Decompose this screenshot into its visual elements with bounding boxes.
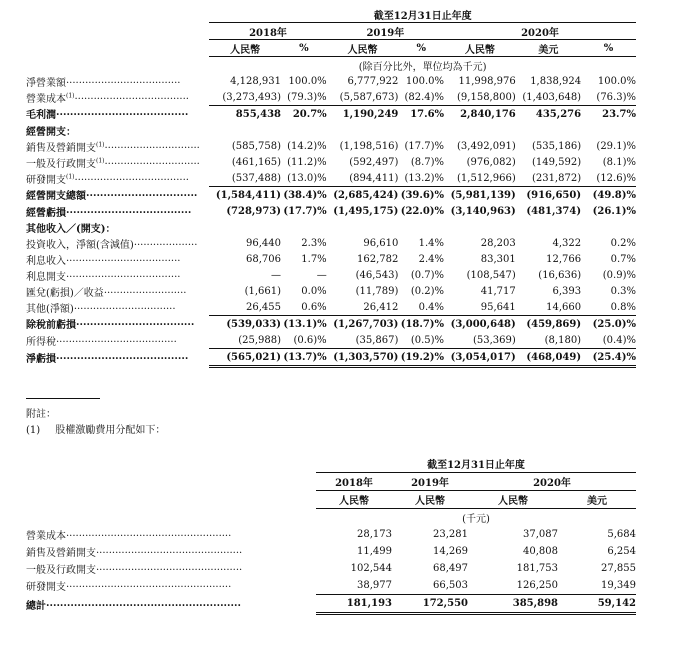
row-label xyxy=(26,154,209,170)
leader-dots: .............................................. xyxy=(96,562,243,573)
row-label-text: 利息開支 xyxy=(26,271,66,283)
table-cell: 41,717 xyxy=(480,285,516,297)
table-row xyxy=(26,235,636,251)
table-cell: (894,411) xyxy=(349,172,399,184)
table-cell: (1,403,648) xyxy=(522,91,582,103)
row-label-text: 匯兌(虧損)／收益 xyxy=(26,287,104,299)
row-label xyxy=(26,219,209,235)
table-cell: (8,180) xyxy=(544,334,582,346)
sbc-year-2018: 2018年 xyxy=(316,473,392,491)
table-row xyxy=(26,526,636,543)
table-cell: (1,512,966) xyxy=(457,172,516,184)
table-cell: — xyxy=(271,269,282,281)
table-cell: 6,777,922 xyxy=(347,75,399,87)
table-cell: (79.3)% xyxy=(287,91,327,103)
sbc-unit-row xyxy=(26,509,636,527)
table-cell: (18.7)% xyxy=(398,316,444,333)
table-cell: (1,584,411) xyxy=(209,187,281,204)
note-item-1 xyxy=(26,421,646,437)
table-cell: (728,973) xyxy=(226,205,282,217)
table-cell: (459,869) xyxy=(516,316,581,333)
row-label-text: 研發開支 xyxy=(26,582,66,594)
table-row xyxy=(26,316,636,333)
table-cell: (13.2)% xyxy=(404,172,445,184)
row-label-text: 除稅前虧損 xyxy=(26,320,76,332)
table-row xyxy=(26,154,636,170)
table-cell: 385,898 xyxy=(468,595,558,614)
table-cell: (12.6)% xyxy=(596,172,636,184)
table-cell: (585,758) xyxy=(231,140,282,152)
row-label xyxy=(26,332,209,349)
table-cell xyxy=(516,122,581,138)
col-rmb: 人民幣 xyxy=(347,44,378,56)
table-cell: — xyxy=(316,269,327,281)
period-header: 截至12月31日止年度 xyxy=(209,6,636,23)
table-cell: 6,393 xyxy=(552,285,582,297)
table-cell xyxy=(581,219,636,235)
notes-section xyxy=(26,398,646,437)
table-row xyxy=(26,267,636,283)
table-row xyxy=(26,560,636,577)
leader-dots: .................................... xyxy=(66,204,192,216)
table-row xyxy=(26,187,636,204)
row-label xyxy=(26,203,209,219)
table-cell xyxy=(281,122,327,138)
col-rmb: 人民幣 xyxy=(498,496,528,507)
table-cell: 2.3% xyxy=(301,237,327,249)
table-cell: 66,503 xyxy=(433,580,468,591)
row-label-text: 一般及行政開支 xyxy=(26,565,96,576)
sbc-period-header: 截至12月31日止年度 xyxy=(316,455,636,473)
footnote-marker: (1) xyxy=(66,173,75,181)
table-cell: (3,000,648) xyxy=(444,316,516,333)
leader-dots: .................................... xyxy=(66,74,181,86)
table-cell: (0.4)% xyxy=(602,334,636,346)
table-cell: 12,766 xyxy=(546,253,582,265)
table-cell: 27,855 xyxy=(601,563,636,574)
footnote-marker: (1) xyxy=(66,92,75,100)
table-cell: (976,082) xyxy=(466,156,516,168)
table-cell: (537,488) xyxy=(231,172,282,184)
year-2018: 2018年 xyxy=(209,23,326,40)
row-label xyxy=(26,106,209,123)
row-label-text: 營業成本 xyxy=(26,531,66,542)
table-cell: (38.4)% xyxy=(281,187,327,204)
table-cell xyxy=(581,122,636,138)
row-label-text: 毛利潤 xyxy=(26,110,56,122)
table-cell: (11.2)% xyxy=(287,156,327,168)
table-cell: (9,158,800) xyxy=(457,91,516,103)
table-cell: (1,661) xyxy=(244,285,282,297)
table-row xyxy=(26,106,636,123)
table-cell: 1,838,924 xyxy=(530,75,582,87)
leader-dots: .......................... xyxy=(103,284,187,296)
table-cell xyxy=(444,122,516,138)
table-cell: 1.7% xyxy=(301,253,327,265)
table-cell: (1,303,570) xyxy=(327,349,399,367)
table-cell: (461,165) xyxy=(231,156,282,168)
table-cell: 100.0% xyxy=(597,75,636,87)
row-label xyxy=(26,526,316,543)
table-cell: (17.7)% xyxy=(404,140,445,152)
table-cell: 28,203 xyxy=(480,237,516,249)
leader-dots: .................................... xyxy=(74,171,189,183)
leader-dots: .............................................. xyxy=(96,545,243,556)
sbc-unit-note: (千元) xyxy=(316,509,636,527)
table-cell: 0.7% xyxy=(610,253,636,265)
row-label xyxy=(26,283,209,299)
table-cell: (13.7)% xyxy=(281,349,327,367)
table-cell: 1,190,249 xyxy=(327,106,399,123)
table-cell: 172,550 xyxy=(392,595,468,614)
row-label xyxy=(26,187,209,204)
leader-dots: ........................................................ xyxy=(46,597,241,609)
row-label-text: 淨營業額 xyxy=(26,77,66,89)
table-cell: 14,660 xyxy=(546,301,582,313)
leader-dots: .................................... xyxy=(66,252,181,264)
table-cell: 162,782 xyxy=(357,253,399,265)
table-cell: (3,054,017) xyxy=(444,349,516,367)
table-cell xyxy=(327,219,399,235)
leader-dots: .................................................... xyxy=(66,579,232,591)
leader-dots: ...................................... xyxy=(56,333,177,345)
table-cell: (535,186) xyxy=(531,140,582,152)
leader-dots: .................................................... xyxy=(66,528,232,539)
col-rmb: 人民幣 xyxy=(339,496,369,507)
table-cell: 83,301 xyxy=(480,253,516,265)
table-cell: (0.7)% xyxy=(410,269,445,281)
table-cell: (108,547) xyxy=(466,269,516,281)
table-row xyxy=(26,203,636,219)
footnote-marker: (1) xyxy=(96,157,105,165)
leader-dots: ................................ xyxy=(86,188,198,200)
footnote-marker: (1) xyxy=(96,141,105,149)
table-row xyxy=(26,543,636,560)
table-cell: (1,267,703) xyxy=(327,316,399,333)
table-cell: (468,049) xyxy=(516,349,581,367)
table-cell: (0.6)% xyxy=(293,334,327,346)
table-cell: 0.3% xyxy=(610,285,636,297)
table-cell xyxy=(444,219,516,235)
unit-note-row xyxy=(26,57,636,74)
row-label-text: 研發開支 xyxy=(26,174,66,186)
leader-dots: ...................................... xyxy=(56,107,189,119)
table-cell: (11,789) xyxy=(355,285,399,297)
table-cell: (19.2)% xyxy=(398,349,444,367)
table-cell: (25,988) xyxy=(238,334,282,346)
table-cell: 0.4% xyxy=(418,301,445,313)
table-cell: (3,140,963) xyxy=(450,205,516,217)
row-label-text: 投資收入，淨額(含減值) xyxy=(26,239,134,251)
table-row xyxy=(26,595,636,614)
row-label xyxy=(26,577,316,595)
leader-dots: .............................. xyxy=(104,155,200,167)
table-cell: 5,684 xyxy=(607,529,636,540)
table-cell: 20.7% xyxy=(281,106,327,123)
leader-dots: .................................... xyxy=(66,268,181,280)
table-cell: 19,349 xyxy=(601,580,636,591)
table-cell: (0.9)% xyxy=(602,269,636,281)
table-cell: 181,193 xyxy=(316,595,392,614)
year-header-row xyxy=(26,23,636,40)
table-cell: 96,440 xyxy=(246,237,282,249)
table-cell: (22.0)% xyxy=(400,205,445,217)
year-2020: 2020年 xyxy=(444,23,636,40)
table-cell: (13.1)% xyxy=(281,316,327,333)
sbc-period-header-row xyxy=(26,455,636,473)
table-cell: 26,455 xyxy=(246,301,282,313)
table-cell: (76.3)% xyxy=(596,91,636,103)
unit-note: (除百分比外，單位均為千元) xyxy=(209,57,636,74)
table-row xyxy=(26,219,636,235)
table-cell xyxy=(398,122,444,138)
note-number: (1) xyxy=(26,425,41,436)
table-cell: (0.2)% xyxy=(410,285,445,297)
table-cell: (5,981,139) xyxy=(444,187,516,204)
table-row xyxy=(26,283,636,299)
table-row xyxy=(26,251,636,267)
period-header-row xyxy=(26,6,636,23)
row-label-text: 其他(淨額) xyxy=(26,303,74,315)
table-cell: 2.4% xyxy=(418,253,445,265)
table-cell: 2,840,176 xyxy=(444,106,516,123)
table-cell: 40,808 xyxy=(523,546,558,557)
row-label-text: 銷售及營銷開支 xyxy=(26,548,96,559)
table-row xyxy=(26,332,636,349)
table-cell: (565,021) xyxy=(209,349,281,367)
sbc-year-row xyxy=(26,473,636,491)
row-label xyxy=(26,299,209,316)
row-label-text: 總計 xyxy=(26,600,46,612)
table-cell: 37,087 xyxy=(523,529,558,540)
sbc-currency-row xyxy=(26,491,636,509)
table-cell: 11,998,976 xyxy=(458,75,516,87)
row-label-text: 淨虧損 xyxy=(26,354,56,365)
table-cell: (1,198,516) xyxy=(339,140,399,152)
table-cell: (35,867) xyxy=(355,334,399,346)
col-pct: % xyxy=(299,42,309,54)
table-cell: 28,173 xyxy=(357,529,392,540)
table-cell xyxy=(209,219,281,235)
table-cell: 855,438 xyxy=(209,106,281,123)
table-cell: 100.0% xyxy=(288,75,327,87)
row-label xyxy=(26,122,209,138)
table-cell: 68,706 xyxy=(246,253,282,265)
col-pct: % xyxy=(603,42,614,54)
table-row xyxy=(26,138,636,154)
row-label-text: 銷售及營銷開支 xyxy=(26,142,96,154)
row-label xyxy=(26,595,316,614)
table-cell: 38,977 xyxy=(357,580,392,591)
table-cell: (39.6)% xyxy=(398,187,444,204)
table-cell: (26.1)% xyxy=(592,205,636,217)
leader-dots: .................................. xyxy=(76,317,195,329)
table-cell: 126,250 xyxy=(516,580,558,591)
row-label xyxy=(26,73,209,89)
table-cell xyxy=(516,219,581,235)
table-cell: 26,412 xyxy=(363,301,399,313)
row-label xyxy=(26,170,209,187)
table-cell: 435,276 xyxy=(516,106,581,123)
table-cell: 23.7% xyxy=(581,106,636,123)
table-cell: 11,499 xyxy=(357,546,392,557)
table-cell: 17.6% xyxy=(398,106,444,123)
table-cell: (539,033) xyxy=(209,316,281,333)
leader-dots: .................................... xyxy=(74,90,189,102)
table-row xyxy=(26,299,636,316)
table-cell: (8.7)% xyxy=(410,156,445,168)
table-cell: 100.0% xyxy=(405,75,445,87)
table-cell: 0.8% xyxy=(610,301,636,313)
table-cell xyxy=(398,219,444,235)
col-rmb: 人民幣 xyxy=(415,496,445,507)
income-statement-table xyxy=(26,6,636,368)
row-label xyxy=(26,267,209,283)
table-cell: (29.1)% xyxy=(596,140,636,152)
table-row xyxy=(26,89,636,106)
row-label-text: 經營虧損 xyxy=(26,207,66,219)
row-label-text: 經營開支： xyxy=(26,126,76,138)
table-cell xyxy=(327,122,399,138)
table-row xyxy=(26,577,636,595)
table-cell: (3,273,493) xyxy=(222,91,282,103)
table-cell: 0.6% xyxy=(301,301,327,313)
row-label xyxy=(26,316,209,333)
table-cell: 59,142 xyxy=(558,595,636,614)
table-cell: (8.1)% xyxy=(602,156,636,168)
table-cell: (25.0)% xyxy=(581,316,636,333)
table-cell: (82.4)% xyxy=(404,91,445,103)
col-rmb: 人民幣 xyxy=(230,44,261,56)
table-cell: 0.2% xyxy=(610,237,636,249)
row-label-text: 經營開支總額 xyxy=(26,191,86,203)
table-cell: (13.0)% xyxy=(287,172,327,184)
row-label xyxy=(26,235,209,251)
row-label-text: 利息收入 xyxy=(26,255,66,267)
table-cell: (14.2)% xyxy=(287,140,327,152)
table-cell: (49.8)% xyxy=(581,187,636,204)
table-cell: 1.4% xyxy=(418,237,445,249)
table-cell: 14,269 xyxy=(433,546,468,557)
table-cell xyxy=(209,122,281,138)
table-cell: 102,544 xyxy=(350,563,392,574)
sbc-year-2020: 2020年 xyxy=(468,473,636,491)
col-usd: 美元 xyxy=(538,44,559,56)
col-rmb: 人民幣 xyxy=(464,44,495,56)
row-label-text: 一般及行政開支 xyxy=(26,158,96,170)
notes-title: 附註： xyxy=(26,409,56,420)
table-row xyxy=(26,73,636,89)
table-cell: (592,497) xyxy=(349,156,399,168)
share-based-compensation-table xyxy=(26,455,636,615)
table-cell: (25.4)% xyxy=(581,349,636,367)
col-pct: % xyxy=(416,42,426,54)
row-label xyxy=(26,349,209,367)
table-cell: (916,650) xyxy=(516,187,581,204)
table-cell: (231,872) xyxy=(531,172,582,184)
table-cell: 95,641 xyxy=(480,301,516,313)
table-row xyxy=(26,122,636,138)
table-row xyxy=(26,349,636,367)
table-cell: (0.5)% xyxy=(410,334,445,346)
table-cell: (46,543) xyxy=(355,269,399,281)
sbc-year-2019: 2019年 xyxy=(392,473,468,491)
year-2019: 2019年 xyxy=(327,23,444,40)
row-label xyxy=(26,560,316,577)
row-label xyxy=(26,138,209,154)
table-cell: 181,753 xyxy=(516,563,558,574)
row-label xyxy=(26,251,209,267)
leader-dots: ...................................... xyxy=(56,351,189,362)
table-cell: (149,592) xyxy=(531,156,582,168)
leader-dots: ................................ xyxy=(73,300,176,312)
currency-header-row xyxy=(26,40,636,57)
notes-divider xyxy=(26,398,100,399)
col-usd: 美元 xyxy=(587,496,607,507)
table-cell: 0.0% xyxy=(301,285,327,297)
note-text: 股權激勵費用分配如下： xyxy=(55,425,166,436)
table-cell: (53,369) xyxy=(472,334,516,346)
table-cell: (5,587,673) xyxy=(339,91,399,103)
table-row xyxy=(26,170,636,187)
table-cell: (16,636) xyxy=(538,269,582,281)
table-cell: (3,492,091) xyxy=(457,140,516,152)
row-label xyxy=(26,543,316,560)
row-label-text: 所得稅 xyxy=(26,336,56,348)
row-label xyxy=(26,89,209,106)
leader-dots: .................... xyxy=(133,236,198,248)
table-cell: 23,281 xyxy=(433,529,468,540)
table-cell: (481,374) xyxy=(526,205,582,217)
table-cell: 68,497 xyxy=(433,563,468,574)
leader-dots: .............................. xyxy=(104,139,200,151)
table-cell: 4,322 xyxy=(552,237,582,249)
table-cell: (2,685,424) xyxy=(327,187,399,204)
table-cell: 6,254 xyxy=(607,546,636,557)
table-cell xyxy=(281,219,327,235)
row-label-text: 其他收入／(開支)： xyxy=(26,223,116,235)
table-cell: (1,495,175) xyxy=(333,205,399,217)
row-label-text: 營業成本 xyxy=(26,93,66,105)
table-cell: 96,610 xyxy=(363,237,399,249)
table-cell: (17.7)% xyxy=(283,205,327,217)
table-cell: 4,128,931 xyxy=(230,75,282,87)
